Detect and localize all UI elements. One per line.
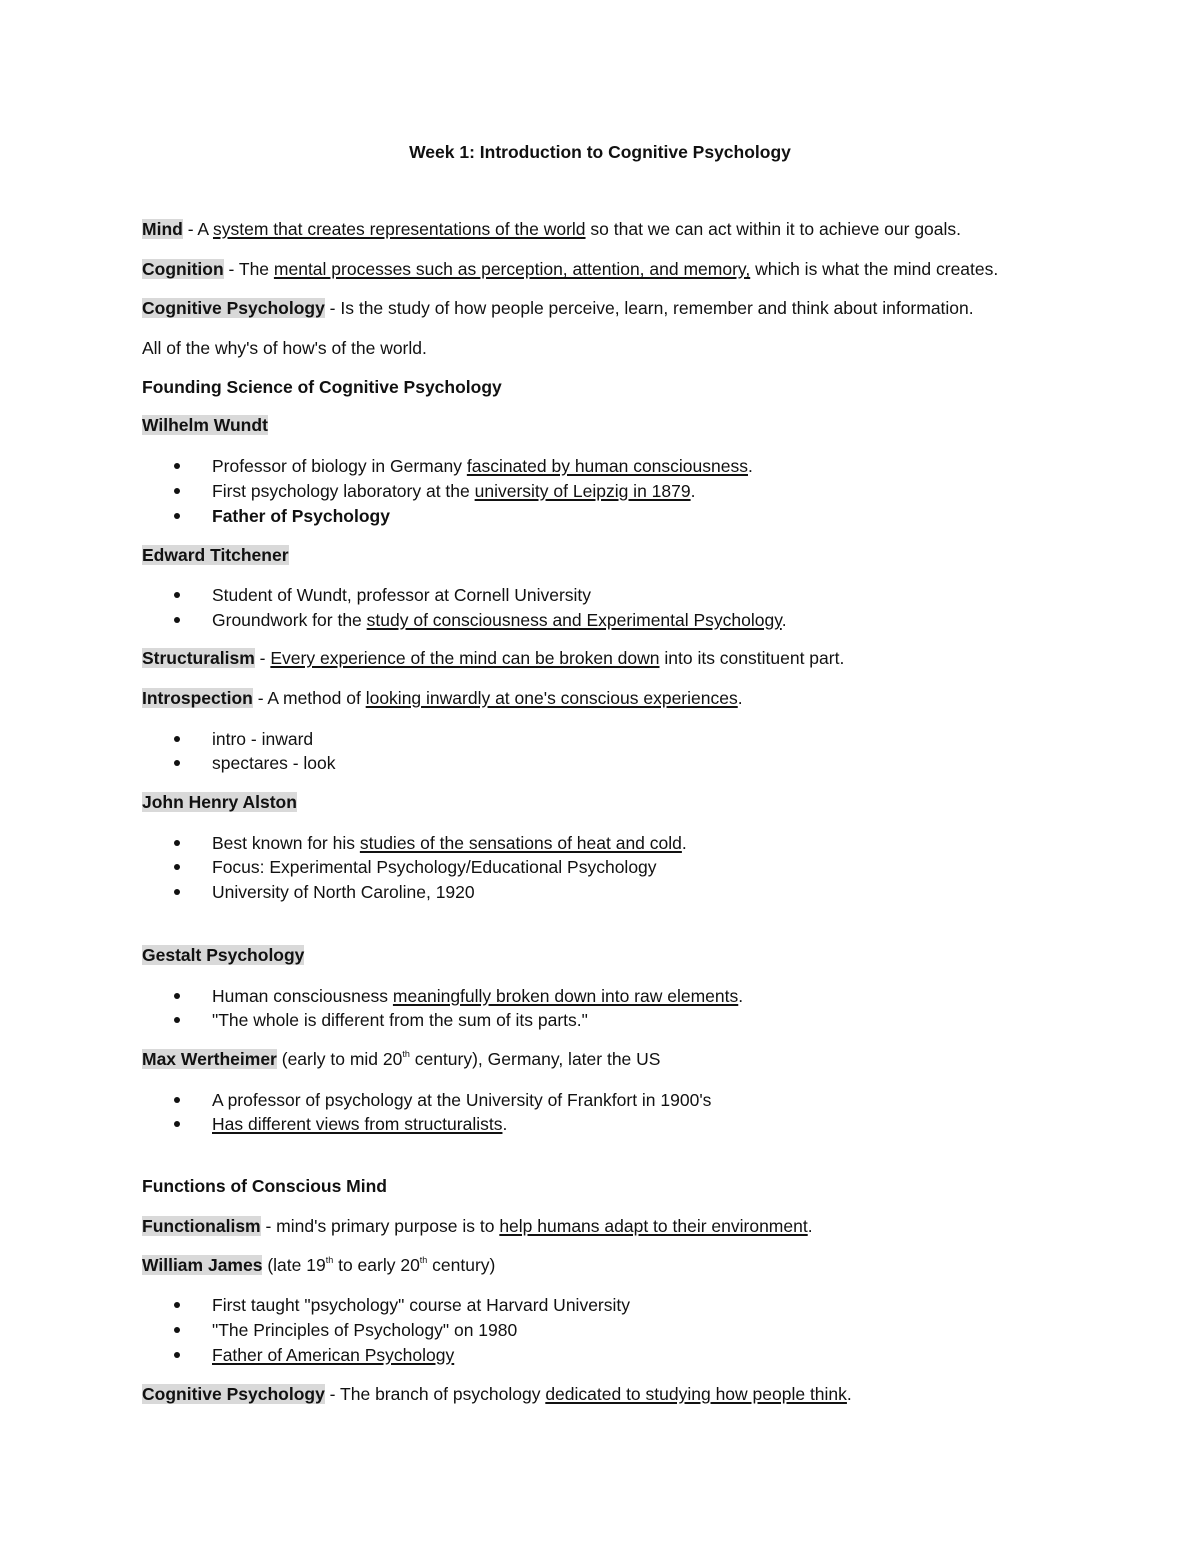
list-item: Human consciousness meaningfully broken down into raw elements. (212, 986, 744, 1006)
bullet-icon (174, 889, 180, 895)
list-item: A professor of psychology at the University of Frankfort in 1900's (212, 1090, 712, 1110)
list-item: Best known for his studies of the sensations of heat and cold. (212, 833, 687, 853)
definition-structuralism: Structuralism - Every experience of the mind can be broken down into its constituent part. (142, 648, 845, 668)
bullet-icon (174, 592, 180, 598)
list-item: First psychology laboratory at the university of Leipzig in 1879. (212, 481, 696, 501)
heading-edward-titchener: Edward Titchener (142, 545, 289, 565)
bullet-icon (174, 488, 180, 494)
list-item: Has different views from structuralists. (212, 1114, 508, 1134)
bullet-icon (174, 513, 180, 519)
heading-gestalt-psychology: Gestalt Psychology (142, 945, 305, 965)
heading-wilhelm-wundt: Wilhelm Wundt (142, 415, 268, 435)
list-item: intro - inward (212, 729, 314, 749)
bullet-icon (174, 760, 180, 766)
definition-cognition: Cognition - The mental processes such as perception, attention, and memory, which is what the mind creates. (142, 259, 999, 279)
heading-founding-science: Founding Science of Cognitive Psychology (142, 377, 502, 397)
bullet-icon (174, 840, 180, 846)
bullet-icon (174, 1017, 180, 1023)
bullet-icon (174, 864, 180, 870)
heading-william-james: William James (late 19th to early 20th century) (142, 1255, 496, 1275)
heading-john-henry-alston: John Henry Alston (142, 792, 297, 812)
bullet-icon (174, 1302, 180, 1308)
list-item: University of North Caroline, 1920 (212, 882, 475, 902)
bullet-icon (174, 1327, 180, 1333)
list-item: Father of Psychology (212, 506, 390, 526)
list-item: Father of American Psychology (212, 1345, 455, 1365)
list-item: spectares - look (212, 753, 336, 773)
list-item: "The whole is different from the sum of its parts." (212, 1010, 588, 1030)
definition-cognitive-psychology: Cognitive Psychology - Is the study of how people perceive, learn, remember and think about information. (142, 298, 974, 318)
list-item: Focus: Experimental Psychology/Educational Psychology (212, 857, 657, 877)
bullet-icon (174, 1121, 180, 1127)
definition-mind: Mind - A system that creates representations of the world so that we can act within it to achieve our goals. (142, 219, 962, 239)
list-item: "The Principles of Psychology" on 1980 (212, 1320, 518, 1340)
heading-functions-conscious-mind: Functions of Conscious Mind (142, 1176, 387, 1196)
bullet-icon (174, 617, 180, 623)
bullet-icon (174, 993, 180, 999)
heading-max-wertheimer: Max Wertheimer (early to mid 20th century), Germany, later the US (142, 1049, 661, 1069)
term-mind: Mind (142, 219, 183, 239)
bullet-icon (174, 463, 180, 469)
bullet-icon (174, 1097, 180, 1103)
list-item: Student of Wundt, professor at Cornell University (212, 585, 592, 605)
list-item: First taught "psychology" course at Harvard University (212, 1295, 631, 1315)
term-cognition: Cognition (142, 259, 224, 279)
paragraph-whys: All of the why's of how's of the world. (142, 338, 427, 358)
bullet-icon (174, 1352, 180, 1358)
list-item: Professor of biology in Germany fascinated by human consciousness. (212, 456, 753, 476)
bullet-icon (174, 736, 180, 742)
definition-cognitive-psychology-branch: Cognitive Psychology - The branch of psychology dedicated to studying how people think. (142, 1384, 852, 1404)
list-item: Groundwork for the study of consciousness and Experimental Psychology. (212, 610, 787, 630)
term-cognitive-psychology: Cognitive Psychology (142, 298, 325, 318)
page-title: Week 1: Introduction to Cognitive Psychology (409, 142, 791, 162)
definition-functionalism: Functionalism - mind's primary purpose is to help humans adapt to their environment. (142, 1216, 813, 1236)
definition-introspection: Introspection - A method of looking inwardly at one's conscious experiences. (142, 688, 743, 708)
